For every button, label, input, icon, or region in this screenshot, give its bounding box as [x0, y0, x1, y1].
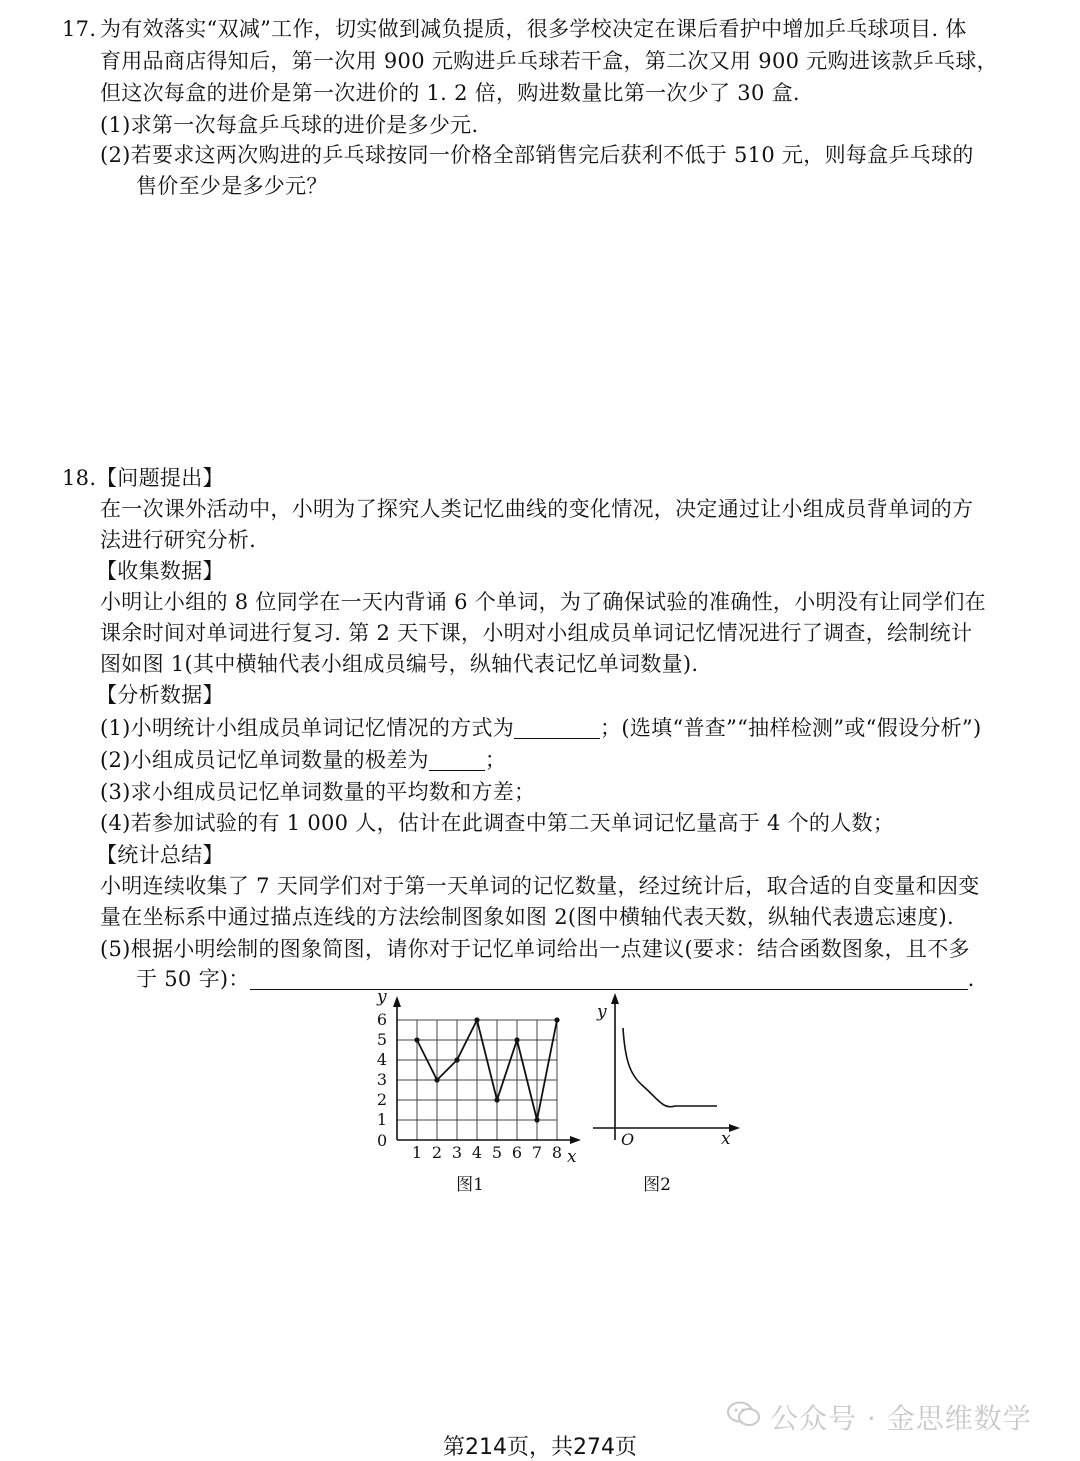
q18-p2c: 图如图 1(其中横轴代表小组成员编号，纵轴代表记忆单词数量). — [100, 652, 699, 676]
q18-sub2-end: ； — [484, 748, 507, 772]
x-axis-label: x — [567, 1147, 577, 1167]
data-point — [474, 1017, 479, 1022]
q18-sub1-options: ；(选填“普查”“抽样检测”或“假设分析”) — [600, 716, 982, 740]
y-tick-label: 4 — [376, 1050, 387, 1069]
q18-heading-analyze: 【分析数据】 — [96, 683, 224, 707]
page-footer: 第214页，共274页 — [443, 1435, 637, 1460]
figure-1-chart — [360, 990, 590, 1200]
q18-sub5a: (5)根据小明绘制的图象简图，请你对于记忆单词给出一点建议(要求：结合函数图象，且不多 — [100, 937, 970, 961]
y-axis-label: y — [377, 990, 387, 1007]
figure-2-caption: 图2 — [643, 1175, 671, 1195]
q18-sub2 — [100, 745, 506, 775]
chart-grid — [397, 1020, 557, 1140]
watermark-text: 公众号 · 金思维数学 — [770, 1402, 1032, 1435]
q17-sub2a: (2)若要求这两次购进的乒乓球按同一价格全部销售完后获利不低于 510 元，则每盒乒乓球的 — [100, 143, 974, 167]
answer-blank-5[interactable] — [250, 967, 968, 990]
wechat-icon — [726, 1400, 762, 1428]
q18-heading-collect: 【收集数据】 — [96, 559, 224, 583]
q18-heading-problem: 【问题提出】 — [96, 466, 224, 490]
q18-sub1-text: (1)小明统计小组成员单词记忆情况的方式为 — [100, 716, 515, 740]
q17-line2: 育用品商店得知后，第一次用 900 元购进乒乓球若干盒，第二次又用 900 元购进该款乒乓球， — [100, 49, 998, 73]
data-point — [514, 1037, 519, 1042]
y-tick-label: 2 — [376, 1090, 387, 1109]
x-axis-arrow — [570, 1136, 581, 1144]
x-tick-label: 2 — [431, 1143, 443, 1162]
origin-label: 0 — [377, 1131, 388, 1150]
chart-tick-labels — [377, 1010, 562, 1162]
q18-p4a: 小明连续收集了 7 天同学们对于第一天单词的记忆数量，经过统计后，取合适的自变量和因变 — [100, 874, 980, 898]
x-tick-label: 4 — [471, 1143, 483, 1162]
x-tick-label: 8 — [551, 1143, 563, 1162]
x-tick-label: 3 — [451, 1143, 463, 1162]
data-point — [454, 1057, 459, 1062]
figure-1-caption: 图1 — [456, 1175, 484, 1195]
x-axis-label: x — [721, 1129, 731, 1149]
q17-line1: 为有效落实“双减”工作，切实做到减负提质，很多学校决定在课后看护中增加乒乓球项目. 体 — [100, 17, 967, 41]
x-tick-label: 7 — [531, 1143, 543, 1162]
q18-sub3: (3)求小组成员记忆单词数量的平均数和方差； — [100, 780, 536, 804]
chart-axes — [393, 996, 581, 1144]
q18-number: 18. — [62, 466, 97, 490]
y-tick-label: 6 — [376, 1010, 387, 1029]
data-point — [534, 1117, 539, 1122]
y-axis-arrow — [393, 996, 401, 1007]
forgetting-curve — [623, 1028, 717, 1107]
q18-p1a: 在一次课外活动中，小明为了探究人类记忆曲线的变化情况，决定通过让小组成员背单词的方 — [100, 497, 974, 521]
y-tick-label: 1 — [376, 1110, 387, 1129]
x-tick-label: 1 — [411, 1143, 423, 1162]
figure-2-chart — [585, 990, 745, 1200]
series-line — [417, 1020, 557, 1120]
q18-sub5-end: . — [967, 967, 975, 991]
q18-p1b: 法进行研究分析. — [100, 528, 257, 552]
chart-series — [414, 1017, 559, 1122]
x-tick-label: 5 — [491, 1143, 503, 1162]
q18-sub5b-text: 于 50 字)： — [136, 967, 250, 991]
data-point — [494, 1097, 499, 1102]
q18-p4b: 量在坐标系中通过描点连线的方法绘制图象如图 2(图中横轴代表天数，纵轴代表遗忘速度). — [100, 905, 954, 929]
data-point — [414, 1037, 419, 1042]
q17-sub1: (1)求第一次每盒乒乓球的进价是多少元. — [100, 113, 479, 137]
q18-sub4: (4)若参加试验的有 1 000 人，估计在此调查中第二天单词记忆量高于 4 个的人数； — [100, 811, 895, 835]
y-axis-label: y — [597, 1002, 607, 1022]
x-axis-arrow — [729, 1124, 740, 1132]
q17-sub2b: 售价至少是多少元？ — [136, 174, 328, 198]
q18-sub2-text: (2)小组成员记忆单词数量的极差为 — [100, 748, 429, 772]
q18-sub1 — [100, 713, 981, 743]
answer-blank-2[interactable] — [429, 748, 485, 771]
q17-line3: 但这次每盒的进价是第一次进价的 1. 2 倍，购进数量比第一次少了 30 盒. — [100, 81, 800, 105]
answer-blank-1[interactable] — [514, 716, 600, 739]
y-axis-arrow — [611, 993, 619, 1004]
y-tick-label: 5 — [376, 1030, 387, 1049]
origin-label: O — [621, 1130, 635, 1149]
q17-number: 17. — [62, 17, 97, 41]
q18-heading-summary: 【统计总结】 — [96, 843, 224, 867]
q18-p2a: 小明让小组的 8 位同学在一天内背诵 6 个单词，为了确保试验的准确性，小明没有让同学们在 — [100, 590, 986, 614]
x-tick-label: 6 — [511, 1143, 523, 1162]
data-point — [554, 1017, 559, 1022]
y-tick-label: 3 — [376, 1070, 387, 1089]
data-point — [434, 1077, 439, 1082]
q18-p2b: 课余时间对单词进行复习. 第 2 天下课，小明对小组成员单词记忆情况进行了调查，绘制统计 — [100, 621, 973, 645]
